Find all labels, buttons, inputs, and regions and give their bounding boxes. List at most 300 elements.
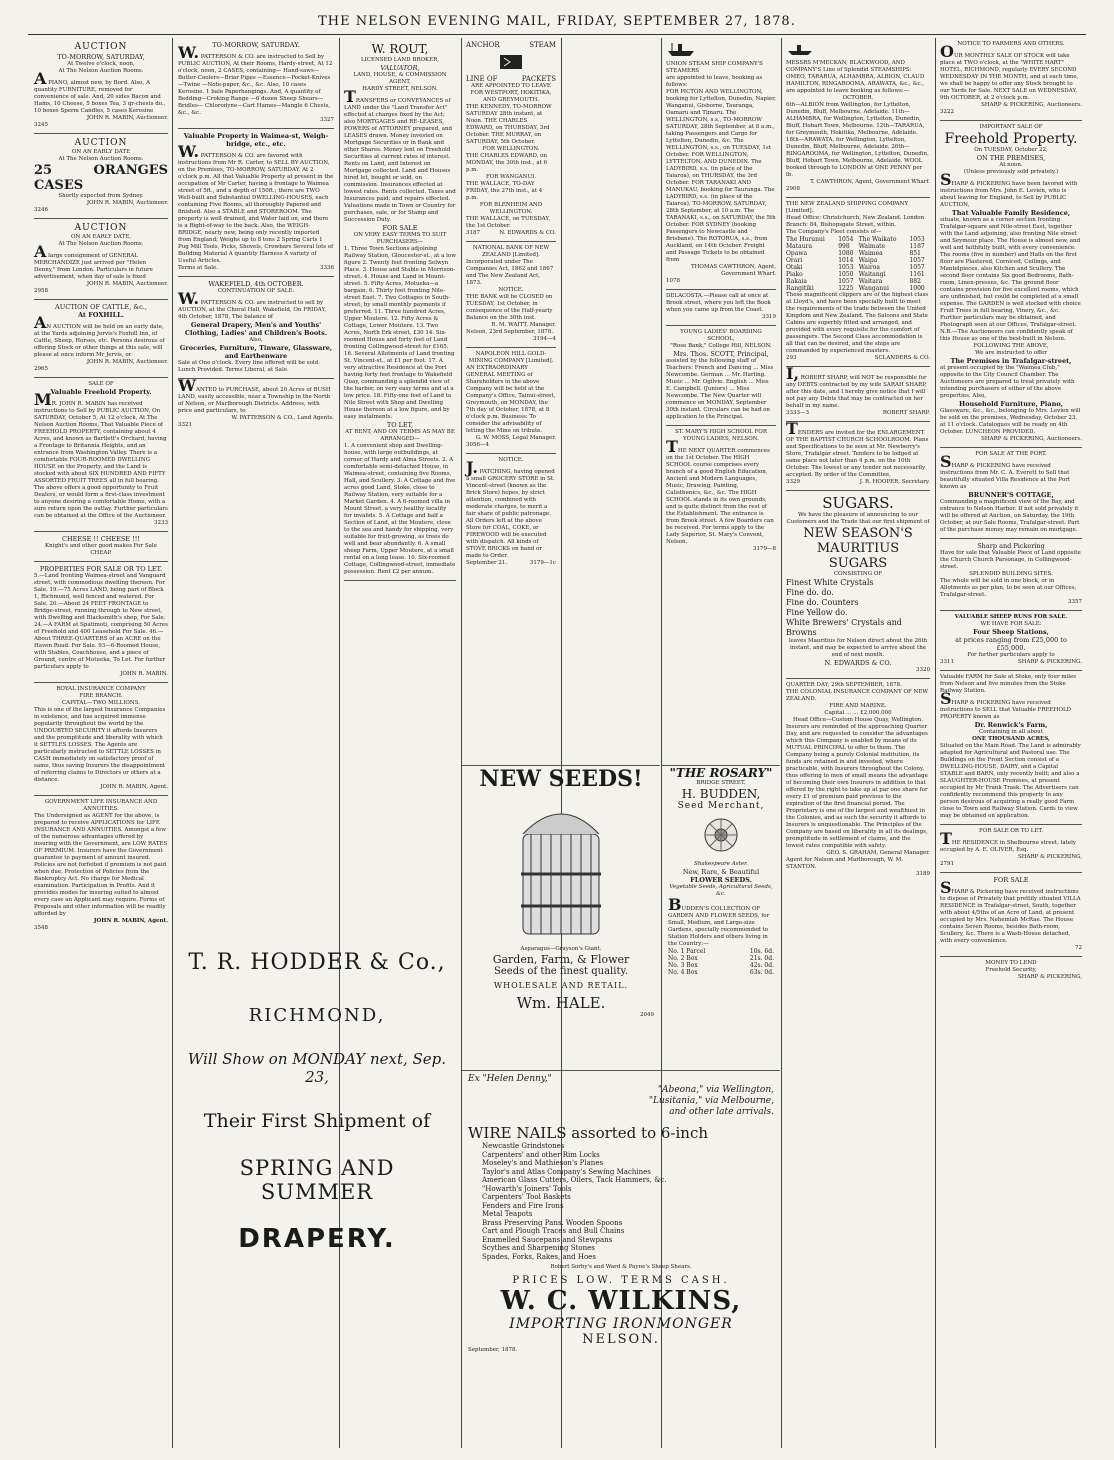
ad-date: September, 1878. <box>468 1347 518 1353</box>
ad-number: 3187 <box>466 230 480 236</box>
ad-number: 3336 <box>320 265 334 271</box>
waimea-property-ad <box>178 129 334 277</box>
ad-subheading: are appointed to leave, booking as follows: <box>666 75 763 88</box>
sugar-item: Finest White Crystals <box>786 578 874 587</box>
ad-heading: THE COLONIAL INSURANCE COMPANY OF NEW ZEALAND. <box>786 689 929 702</box>
ad-heading: NEW SEEDS! <box>479 766 643 792</box>
fleet-cell: 1054 <box>838 236 854 243</box>
ad-body: Incorporated under The Companies Act, 1862 and 1867 and The New Zealand Act, 1873. <box>466 259 554 286</box>
ad-number: 3320 <box>916 667 930 673</box>
ad-time: At Twelve o'clock, noon, <box>67 61 135 67</box>
ad-date: TO-MORROW, SATURDAY, <box>57 53 145 61</box>
ad-heading: Valuable Property in Waimea-st, Weigh-bridge, etc., etc. <box>183 132 329 148</box>
ad-body: W. PATTERSON & CO. are favored with instructions from Mr R. Carter, to SELL BY AUCTION, on the Premises, TO-MORROW, SATURDAY. At 2 o'clock p.m. All that Valuable Property at present in the occupation of Mr Carter, having a frontage to Waimea street of 5ft., and a depth of 150ft.; there are TWO Well-built and Substantial DWELLING-HOUSES, each containing Five Rooms, all thoroughly Papered and finished. Also a STABLE and STOREROOM. The property is well drained, and Water laid on, and there is a Right-of-way to the back. Also, the WEIGH-BRIDGE, nearly new, being only recently imported from England; Weighs up to 8 tons 2 Spring Carts 1 Pug Mill Tools, Picks, Shovels, Crowbars Several lots of Building Material A quantity Harness A variety of Useful Articles. <box>178 142 334 264</box>
ad-footer <box>178 265 334 272</box>
ad-number: 3189 <box>916 871 930 877</box>
ad-body: SHARP & PICKERING have received instructions to SELL that Valuable FREEHOLD PROPERTY known as <box>940 689 1072 720</box>
ad-subheading: FOLLOWING THE ABOVE, <box>973 343 1049 349</box>
ad-body: Robert Sorby's and Ward & Payne's Sheep Shears. <box>550 1264 692 1270</box>
ad-subheading: ON VERY EASY TERMS TO SUIT PURCHASERS— <box>353 232 447 245</box>
ad-heading: FOR SALE <box>382 224 418 232</box>
ad-signature: N. EDWARDS & CO. <box>499 230 556 236</box>
sugars-ad <box>786 491 930 679</box>
ad-heading: MONEY TO LEND <box>985 960 1037 966</box>
ad-signature: J. R. HOOPER, Secretary. <box>859 479 930 485</box>
ad-spacer <box>180 1132 454 1156</box>
ad-heading: FOR SALE AT THE PORT. <box>975 451 1047 457</box>
ad-footer: Sale at One o'clock. Every line offered will be sold. Lunch Provided. Terms Liberal, at Sale. <box>178 360 320 373</box>
hodder-drapery-ad <box>174 620 460 1448</box>
ad-spacer <box>180 1026 454 1050</box>
sugar-item: Fine Yellow do. <box>786 608 848 617</box>
ad-signature: SHARP & PICKERING, <box>1017 854 1082 860</box>
ad-body: W. PATTERSON & CO. are instructed to sell by AUCTION, at the Choral Hall, Wakefield, On FRIDAY, 4th October, 1878, The balance of <box>178 289 327 320</box>
ad-signature: JOHN R. MABIN, Auctioneer. <box>86 359 168 365</box>
parcel-row <box>668 962 774 969</box>
fleet-cell: Waipa <box>858 257 878 264</box>
ad-body: THE RESIDENCE in Shelbourne street, lately occupied by A. E. OLIVER, Esq. <box>940 829 1076 853</box>
fleet-row <box>786 285 930 292</box>
ad-body: assisted by the following staff of Teachers: French and Dancing ... Miss Newcombe. German ... Mr. Harling. Music ... Mr. Ogilvie. English ... Miss E. Campbell. (Juniors) ... Miss Newcombe. The New Quarter will commence on MONDAY, September 30th instant. Circulars can be had on application to the Principal. <box>666 358 774 420</box>
ad-title: H. BUDDEN, <box>681 787 761 801</box>
fleet-cell: 1053 <box>909 236 925 243</box>
sugar-item: Fine do. Counters <box>786 598 859 607</box>
ad-title: FLOWER SEEDS. <box>690 876 752 884</box>
ad-signature: W. PATTERSON & CO., Land Agents. <box>231 415 334 421</box>
ad-body: THE KENNEDY, TO-MORROW SATURDAY 28th instant, at Noon. THE CHARLES EDWARD, on THURSDAY, 3rd October. THE MURRAY, on SATURDAY, 5th October. <box>466 104 552 145</box>
ad-subtitle: Seeds of the finest quality. <box>494 966 628 977</box>
wire-list-item: Fenders and Fire Irons <box>482 1201 564 1210</box>
ad-signature: JOHN R. MABIN. <box>120 671 168 677</box>
parcel-price-table <box>668 948 774 976</box>
ad-address: Head Office: Christchurch, New Zealand. London Branch: 84, Bishopsgate Street, within. <box>786 215 925 228</box>
ad-body: We have the pleasure of announcing to our Customers and the Trade that our first shipment of <box>786 512 930 525</box>
rout-agent-ad <box>344 38 456 581</box>
wire-list-item: American Glass Cutters, Oilers, Tack Hammers, &c. <box>482 1176 667 1184</box>
ad-subheading: FIRE BRANCH. <box>79 693 123 699</box>
ad-body: 5.—Land fronting Waimea-street and Vanguard street, with commodious dwelling thereon. For Sale. 19.—75 Acres LAND, being part of Block 1, Richmond, well fenced and watered. For Sale. 20.—About 24 FEET FRONTAGE to Bridge-street, running through to New street, with Dwelling and Blacksmith's shop, For Sale. 24.—A FARM at Spatimoti, comprising 50 Acres of Freehold and 400 Leasehold For Sale. 46.—About THREE-QUARTERS of an ACRE on the Haven Road. For Sale. 93—6-Roomed House, with Stables, Coachhouse, and a piece of Ground, centre of Motueka, To Let. For further particulars apply to <box>34 573 168 670</box>
ad-title: Freehold Property. <box>944 131 1078 147</box>
ad-footer <box>466 230 556 237</box>
ad-number: 3327 <box>320 117 334 123</box>
ad-number: 3311 <box>940 659 954 665</box>
union-steam-ad <box>666 38 776 290</box>
ad-spacer <box>180 1086 454 1110</box>
ad-capital: CAPITAL—TWO MILLIONS. <box>61 700 141 706</box>
ad-body: 6th—ALBION from Wellington, for Lyttelton, Dunedin, Bluff, Melbourne, Adelaide. 11th—ALHAMBRA, for Wellington, Lyttelton, Dunedin, Bluff, Hobart Town, Melbourne. 12th—TARARUA, for Greymouth, Hokitika, Melbourne, Adelaide. 18th—ARAWATA, for Wellington, Lyttelton, Dunedin, Bluff, Melbourne, Adelaide. 26th—RINGAROOMA, for Wellington, Lyttelton, Dunedin, Bluff, Hobart Town, Melbourne, Adelaide. WOOL booked through to LONDON at ONE PENNY per lb. <box>786 102 929 178</box>
anchor-label: STEAM <box>529 41 556 49</box>
ad-number: 3179—1c <box>529 560 556 566</box>
ad-signature: JOHN R. MABIN, Agent. <box>93 918 168 924</box>
grocery-notice-ad <box>466 454 556 571</box>
fleet-cell: 1053 <box>838 264 854 271</box>
ad-subheading: FIRE AND MARINE. <box>829 703 887 709</box>
ad-heading: QUARTER DAY, 29th SEPTEMBER, 1878. <box>786 682 902 688</box>
ad-heading: AUCTION OF CATTLE, &c., <box>55 303 147 311</box>
ad-signature: JOHN R. MABIN, Agent. <box>100 784 168 790</box>
ad-heading: W. ROUT, <box>371 42 429 56</box>
ad-signature: SHARP & PICKERING, Auctioneers. <box>981 436 1082 442</box>
column-1 <box>30 38 172 1448</box>
ad-body: I, ROBERT SHARP, will NOT be responsible for any DEBTS contracted by my wife SARAH SHARP, after this date, and I hereby give notice that I will not pay any Debts that may be contracted on her behalf in my name. <box>786 364 927 409</box>
ad-number: 3056—4 <box>466 442 489 448</box>
ad-heading: THE NEW ZEALAND SHIPPING COMPANY [Limited]. <box>786 201 909 214</box>
wire-list-item: Moseley's and Mathieson's Planes <box>482 1159 604 1167</box>
ad-caption: Shakespeare Aster. <box>694 861 748 867</box>
mmeckan-steamships-ad <box>786 38 930 198</box>
shipment-line: Ex "Helen Denny," <box>468 1074 552 1084</box>
parcel-row <box>668 955 774 962</box>
ad-body: These magnificent clippers are of the highest class at Lloyd's, and have been specially built to meet the requirements of the trade between the United Kingdom and New Zealand. The Saloons and State Cabins are superbly fitted and arranged, and provided with every requisite for the comfort of passengers. The Second Class accommodation is all that can be desired, and the ships are commanded by experienced masters. <box>786 292 929 354</box>
auction-oranges-ad <box>34 134 168 219</box>
wire-list-item: Brass Preserving Pans. Wooden Spoons <box>482 1218 623 1227</box>
ad-body: SHARP & PICKERING have received instructions from Mr. C. A. Everett to Sell that beautifully situated Villa Residence at the Port known as <box>940 452 1071 490</box>
ad-number: 3245 <box>34 122 48 128</box>
ad-signature: JOHN R. MABIN, Auctioneer. <box>86 281 168 287</box>
fleet-cell: Waitara <box>858 278 883 285</box>
ad-subheading: OCTOBER. <box>842 95 874 101</box>
shipment-line: "Lusitania," via Melbourne, <box>648 1096 774 1106</box>
ad-heading: YOUNG LADIES' BOARDING SCHOOL, <box>680 329 762 342</box>
ad-title: Household Furniture, Piano, <box>959 400 1063 408</box>
fleet-cell: The Hurunui <box>786 236 825 243</box>
fleet-cell: 1057 <box>838 278 854 285</box>
anchor-label: ANCHOR <box>466 41 500 49</box>
ad-number: 293 <box>786 355 797 361</box>
ad-title: W. C. WILKINS, <box>500 1286 742 1316</box>
fleet-cell: 882 <box>909 278 921 285</box>
ad-body: THE CHARLES EDWARD, on MONDAY, the 30th inst., at 6 p.m. <box>466 153 548 173</box>
ad-date: On TUESDAY, October 22, <box>974 147 1048 153</box>
ad-title: That Valuable Family Residence, <box>951 209 1071 217</box>
sheep-runs-ad <box>940 611 1082 671</box>
flag-icon <box>498 53 524 71</box>
ad-items: Groceries, Furniture, Tinware, Glassware, and Earthenware <box>179 344 333 360</box>
st-marys-school-ad <box>666 426 776 557</box>
ad-body: TRANSFERS or CONVEYANCES of LAND under the "Land Transfer Act" effected at charges fixed by the Act; also MORTGAGES and RE-LEASES, POWERS of ATTORNEY prepared, and LEASES drawn. Money invested on Mortgage Securities or in Bank and other Shares. Money lent on Freehold Securities at current rates of interest. Rents on Land, and Interest on Mortgage collected. Land and Houses hired let, bought or sold, on commission. Insurances effected at lowest rates. Rents collected. Taxes and Insurances paid; and repairs effected. Valuations made in Town or Country for purchases, sale, or for Stamp and Succession Duty. <box>344 87 456 223</box>
fleet-cell: Waitangi <box>858 271 886 278</box>
cattle-auction-ad <box>34 300 168 378</box>
ad-title: VALUATOR, <box>380 64 420 72</box>
ad-subheading: Containing in all about <box>979 729 1043 735</box>
ad-date: ON AN EARLY DATE <box>71 149 131 155</box>
ad-signature: R. M. WAITT, Manager. <box>491 322 556 328</box>
ad-prices: PRICES LOW. TERMS CASH. <box>512 1275 730 1286</box>
oranges-label: ORANGES <box>93 163 168 178</box>
ad-caption: Asparagus—Grayson's Giant. <box>520 946 602 952</box>
ad-body: AN AUCTION will be held on an early date, at the Yards adjoining Jervis's Foxhill Inn, of Cattle, Sheep, Horses, etc. Persons desirous of offering Stock or other things at this sale, will please at once inform Mr Jervis, or <box>34 313 165 358</box>
ad-subheading: SPLENDID BUILDING SITES. <box>969 571 1053 577</box>
ad-date: Nelson, 23rd September, 1878. <box>466 329 554 335</box>
fleet-cell: 1050 <box>838 271 854 278</box>
ad-signature: ROBERT SHARP. <box>882 410 930 416</box>
ad-address: HARDY STREET, NELSON. <box>362 86 438 92</box>
ad-heading: FOR WELLINGTON. <box>482 146 540 152</box>
ad-title: Garden, Farm, & Flower <box>492 953 630 966</box>
ad-place: At The Nelson Auction Rooms. <box>58 241 144 247</box>
ad-body: WANTED to PURCHASE, about 20 Acres of BUSH LAND, easily accessible, near a Township in the North of Nelson, or Marlborough Districts. Address, with price and particulars, to <box>178 376 331 414</box>
ad-spacer <box>180 620 454 950</box>
ad-subtitle: Seed Merchant, <box>677 801 765 811</box>
ad-heading: FOR WESTPORT, HOKITIKA, AND GREYMOUTH. <box>470 90 552 103</box>
fleet-cell: Piako <box>786 271 803 278</box>
ad-heading: TO LET, <box>386 421 414 429</box>
ad-footer <box>786 355 930 362</box>
ad-heading: SALE OF <box>88 381 114 387</box>
fleet-cell: Wairoa <box>858 264 880 271</box>
ad-subheading: At FOXHILL. <box>78 311 124 319</box>
freehold-sale-ad <box>34 378 168 532</box>
ad-heading: NAPOLEON HILL GOLD-MINING COMPANY [Limited]. <box>468 351 554 364</box>
ad-body: TENDERS are invited for the ENLARGEMENT OF THE BAPTIST CHURCH SCHOOLROOM. Plans and Specifications to be seen at Mr. Newberry's Store, Trafalgar street. Tenders to be lodged at same place not later than 4 p.m. on the 10th October. The lowest or any tender not necessarily accepted. By order of the Committee, <box>786 419 929 478</box>
ad-heading: AUCTION <box>74 42 128 52</box>
ad-body: DELACOSTA.—Please call at once at Brook street, where you left the Book when you came up from the Coast. <box>666 293 771 313</box>
ad-subheading: CONTINUATION OF SALE. <box>217 288 295 294</box>
ad-date: September 21. <box>466 560 508 566</box>
anchor-label: PACKETS <box>521 75 556 83</box>
ad-signature: Wm. HALE. <box>516 994 606 1012</box>
ad-heading: PROPERTIES FOR SALE OR TO LET. <box>39 565 163 573</box>
oranges-line <box>34 163 168 193</box>
ad-body: THE BANK will be CLOSED on TUESDAY, 1st October, in consequence of the Half-yearly Balance on the 30th inst. <box>466 294 553 321</box>
ad-title: DRAPERY. <box>238 1224 396 1254</box>
ad-subheading: CONSISTING OF <box>833 571 883 577</box>
ad-body: Insurers are reminded of the approaching Quarter Day, and are requested to consider the advantages which this Company is enabled by means of its MUTUAL PRINCIPAL to offer to them. The Company being a purely Colonial institution, its funds are retained in and invested, where practicable, with Insurers throughout the Colony, thus offering to men of small means the advantage of becoming their own Insurers in addition to that offered by the right to take up at par one share for every £1 of premium paid previous to the expiration of the first financial period. The Proprietary is one of the largest and wealthiest in the Colonies, and as such the security it affords to Insurers is unquestionable. The Principles of the Company are based on liberality in all its dealings, promptitude in settlement of claims, and the lowest rates compatible with safety. <box>786 724 928 849</box>
ad-body: For further particulars apply to <box>967 652 1055 658</box>
important-freehold-ad <box>940 121 1082 448</box>
ad-signature: THOMAS CAWTHRON, Agent, Government Wharf. <box>690 264 776 277</box>
steamship-icon <box>666 41 696 57</box>
auction-merchandize-ad <box>34 219 168 300</box>
ad-heading: AUCTION <box>74 138 128 148</box>
ad-address: BRIDGE STREET. <box>696 780 746 786</box>
ad-place: RICHMOND, <box>248 1005 386 1026</box>
ad-title: New, Rare, & Beautiful <box>682 868 760 876</box>
column-6 <box>782 38 934 1448</box>
anchor-header <box>466 41 556 49</box>
wakefield-sale-ad <box>178 277 334 379</box>
ad-body: leaves Mauritius for Nelson direct about the 26th instant, and may be expected to arrive about the end of next month. <box>788 638 928 658</box>
fleet-cell: 1161 <box>909 271 925 278</box>
fleet-row <box>786 250 930 257</box>
column-3 <box>340 38 460 618</box>
ad-subtitle: WHOLESALE AND RETAIL. <box>493 981 629 990</box>
ad-footer <box>786 479 930 486</box>
column-5 <box>662 38 780 578</box>
fleet-cell: Waimea <box>858 250 883 257</box>
ad-place: At The Nelson Auction Rooms. <box>58 68 144 74</box>
fleet-row <box>786 243 930 250</box>
ad-title: LICENSED LAND BROKER, <box>360 57 440 63</box>
ad-signature: JOHN R. MABIN, Auctioneer. <box>86 115 168 121</box>
ad-heading: NOTICE. <box>498 457 524 463</box>
ad-body: Have for sale that Valuable Piece of Land opposite the Church Church Parsonage, in Collingwood-street. <box>940 550 1081 570</box>
shipments-line <box>468 1074 774 1118</box>
ad-heading: NATIONAL BANK OF NEW ZEALAND [Limited]. <box>472 245 550 258</box>
anchor-header <box>466 75 556 83</box>
column-divider <box>172 38 173 1448</box>
ad-title: Four Sheep Stations, <box>973 628 1049 636</box>
farmers-notice-ad <box>940 38 1082 121</box>
parcel-price: 63s. 0d. <box>749 969 774 976</box>
ad-signature: SHARP & PICKERING, Auctioneers. <box>981 102 1082 108</box>
ad-body: situate, known as a corner section fronting Trafalgar-square and Nile-street East, together with the Land adjoining, also fronting Nile street and Seymour place. The House is almost new, and well and faithfully built, with every convenience. The rooms (five in number) and Halls on the first floor are Plastered, Corniced, Ceilings, and Mantelpieces, also Kitchen and Scullery. The second floor contains Six good Bedrooms, Bath-room, Linen-presses, &c. The ground floor contains provision for five excellent rooms, which are unfinished, but could be completed at a small expense. The GARDEN is well stocked with choice Fruit Trees in full bearing, Vinery, &c., &c. Further particulars may be obtained, and Photograph seen at our Offices, Trafalgar-street. N.B.—The Auctioneers can confidently speak of this House as one of the best-built in Nelson. <box>940 217 1081 342</box>
ad-number: 3222 <box>940 109 954 115</box>
fleet-cell: Rakaia <box>786 278 807 285</box>
asparagus-illustration-icon <box>501 794 621 944</box>
port-sale-ad <box>940 448 1082 539</box>
fleet-cell: 1225 <box>838 285 854 292</box>
ad-number: 3194—4 <box>533 336 556 342</box>
ad-number: 3329 <box>786 479 800 485</box>
rosary-seeds-ad <box>662 765 780 1065</box>
ad-terms: Terms at Sale. <box>178 265 218 271</box>
shipment-line: "Abeona," via Wellington, <box>657 1085 774 1095</box>
ad-number: 3333—3 <box>786 410 809 416</box>
parcel-label: No. 2 Box <box>668 955 698 962</box>
ad-number: 2049 <box>640 1012 654 1018</box>
ad-footer <box>786 410 930 417</box>
parcel-price: 10s. 6d. <box>749 948 774 955</box>
fleet-cell: Waimate <box>858 243 886 250</box>
wire-list-item: Enamelled Saucepans and Stewpans <box>482 1235 613 1244</box>
ad-date: Will Show on MONDAY next, Sep. 23, <box>187 1050 447 1086</box>
ad-heading: MESSRS M'MECKAN, BLACKWOOD, AND COMPANY'S Line of Splendid STEAMSHIPS: <box>786 60 912 73</box>
ad-heading: FOR SALE OR TO LET. <box>979 828 1043 834</box>
ad-signature: G. W. MOSS, Legal Manager. <box>475 435 556 441</box>
fleet-cell: Otaki <box>786 264 803 271</box>
ad-signature: T. CAWTHRON, Agent, Government Wharf. <box>810 179 930 185</box>
ad-body: Commanding a magnificent view of the Bay, and entrance to Nelson Harbor. If not sold privately it will be offered at Auction, on Saturday, the 19th October, at our Sale Rooms, Trafalgar-street. Part of the purchase money may remain on mortgage. <box>940 499 1080 533</box>
anchor-line-ad <box>466 38 556 242</box>
anchor-label: LINE OF <box>466 75 498 83</box>
ad-body: The Undersigned as AGENT for the above, is prepared to receive APPLICATIONS for LIFE INSURANCE AND ANNUITIES. Amongst a few of the numerous advantages offered by insuring with the Government, are LOW RATES OF PREMIUM. Insurers have the Government guarantee to payment of amount insured. Policies are not forfeited if premium is not paid when due. Protection of Policies from the Bankruptcy Act. No charge for Medical examination. Participation in Profits. And it provides modes for insuring suited to almost every case an Applicant may require. Forms of Proposals and other information will be readily afforded by <box>34 813 168 917</box>
ad-signature: N. EDWARDS & CO. <box>824 659 892 667</box>
ad-body: J. PATCHING, having opened a small GROCERY STORE in St. Vincent-street (known as the Brick Store) hopes, by strict attention, combined with moderate charges, to merit a fair share of public patronage. All Orders left at the above Store for COAL, COKE, or FIREWOOD will be executed with dispatch. All kinds of STOVE BRICKS on hand or made to Order. <box>466 458 555 559</box>
delacosta-notice <box>666 290 776 326</box>
ad-heading: Sharp and Pickering <box>977 542 1045 550</box>
fleet-cell: 1014 <box>838 257 854 264</box>
fleet-row <box>786 264 930 271</box>
oranges-count: 25 CASES <box>34 163 84 193</box>
ad-title: Dr. Renwick's Farm, <box>974 721 1048 729</box>
wanted-ad <box>178 376 334 433</box>
fleet-cell: Mataura <box>786 243 813 250</box>
ad-signature: JOHN R. MABIN, Auctioneer. <box>86 200 168 206</box>
ad-body: The whole will be sold in one block, or in Allotments as per plan, to be seen at our Offices, Trafalgar-street. <box>940 578 1077 598</box>
ad-heading: "THE ROSARY" <box>669 766 773 780</box>
villa-sale-ad <box>940 873 1082 957</box>
fleet-row <box>786 271 930 278</box>
masthead: THE NELSON EVENING MAIL, FRIDAY, SEPTEMBER 27, 1878. <box>318 14 796 29</box>
ad-body: Situated on the Main Road. The Land is admirably adapted for Agricultural and Pastoral use. The Buildings on the Front Section consist of a DWELLING-HOUSE, DAIRY, and a Capital STABLE and BARN, only recently built; and also a SLAUGHTER-HOUSE Premises, at present occupied by Mr Frank Trask. The Advertisers can confidently recommend this property to any person desirous of acquiring a really good Farm close to Town and Railway Station. Cards to view may be obtained on application. <box>940 743 1081 819</box>
ad-body: OMEO, TARARUA, ALHAMBRA, ALBION, CLAUD HAMILTON, RINGAROOMA, ARAWATA, &c., &c., are appointed to leave booking as follows:— <box>786 74 925 94</box>
ad-subheading: The Company's Fleet consists of— <box>786 229 882 235</box>
ad-also: Also, <box>249 337 263 343</box>
ad-body: BUDDEN'S COLLECTION OF GARDEN AND FLOWER SEEDS, for Small, Medium, and Large-size Gardens, specially recommended to Station Holders and others living in the Country:— <box>668 895 770 947</box>
ad-place: "Rose Bank," College Hill, NELSON. <box>670 343 772 349</box>
ad-body: This is one of the largest Insurance Companies in existence, and has acquired immense popularity throughout the world by the UNDOUBTED SECURITY it affords Insurers and the promptitude and liberality with which it SETTLES LOSSES. The Agents are particularly instructed to SETTLE LOSSES in CASH immediately on satisfactory proof of same, thus saving Insurers the disappointment of referring claims to Directors or others at a distance. <box>34 707 166 783</box>
ad-heading: NOTICE TO FARMERS AND OTHERS. <box>957 41 1065 47</box>
masthead-rule <box>28 34 1086 35</box>
ad-number: 3357 <box>1068 599 1082 605</box>
ad-time: At noon. <box>999 162 1023 168</box>
ad-spacer <box>180 975 454 1005</box>
baptist-tenders-ad <box>786 419 930 491</box>
ad-body: AN EXTRAORDINARY GENERAL MEETING of Shareholders in the above Company will be held at the Company's Office, Tainui-street, Greymouth, on MONDAY, the 7th day of October, 1878, at 8 o'clock p.m. Business: To consider the advisability of letting the Mine on tribute. <box>466 365 556 434</box>
ad-body: at present occupied by the "Waimea Club," opposite to the City Council Chamber. The Auctioneers are prepared to treat privately with intending purchasers of either of the above properties. Also, <box>940 365 1075 399</box>
ad-heading: FOR SALE <box>993 876 1029 884</box>
ad-heading: WAKEFIELD, 4th OCTOBER. <box>208 280 304 288</box>
ad-heading: NOTICE. <box>498 287 524 293</box>
ad-signature: SHARP & PICKERING. <box>1017 659 1082 665</box>
wire-list-item: Carpenters' and other Rim Locks <box>482 1150 600 1159</box>
ad-number: 2908 <box>786 186 800 192</box>
ad-subtitle: IMPORTING IRONMONGER <box>509 1316 733 1332</box>
ad-heading: CHEESE !! CHEESE !!! <box>62 535 140 543</box>
ad-title: BRUNNER'S COTTAGE, <box>968 491 1054 499</box>
wire-list-item: Taylor's and Atlas Company's Sewing Machines <box>482 1167 651 1176</box>
boarding-school-ad <box>666 326 776 426</box>
fleet-cell: 1057 <box>909 257 925 264</box>
ad-number: 3246 <box>34 207 48 213</box>
ad-text: Their First Shipment of <box>203 1110 431 1132</box>
ad-number: 72 <box>1075 945 1082 951</box>
fleet-cell: 1000 <box>909 285 925 292</box>
parcel-label: No. 1 Parcel <box>668 948 706 955</box>
auction-piano-ad <box>34 38 168 134</box>
ad-signature: SCLANDERS & CO. <box>874 355 930 361</box>
ad-number: 1078 <box>666 278 680 284</box>
ad-subheading: AT RENT, AND ON TERMS AS MAY BE ARRANGED— <box>345 429 455 442</box>
column-4 <box>462 38 560 638</box>
properties-ad <box>34 562 168 683</box>
ad-body: MR. JOHN R. MABIN has received instructions to Sell by PUBLIC AUCTION, On SATURDAY, October 5, At 12 o'clock, At The Nelson Auction Rooms, That Valuable Piece of FREEHOLD PROPERTY, containing about 4 Acres, and known as Bartlett's Orchard, having a Frontage to Britannia Heights, and an entrance from Washington Valley. There is a comfortable FOUR-ROOMED DWELLING HOUSE on the Property, and the Land is stocked with about SIX HUNDRED AND FIFTY ASSORTED FRUIT TREES all in full bearing. The above offers a good opportunity to Fruit Dealers, or would form a first-class investment to anyone desiring a comfortable Home, with a sure return upon the outlay. Further particulars can be obtained at the Office of the Auctioneer. <box>34 390 168 519</box>
ad-agent: Agent for Nelson and Marlborough, W. M. STANTON. <box>786 857 904 870</box>
wire-list-item: "Howarth's Joiners' Tools <box>482 1184 572 1193</box>
ad-subtitle: Vegetable Seeds, Agricultural Seeds, &c. <box>669 884 773 897</box>
column-2 <box>174 38 338 658</box>
ad-footer <box>940 659 1082 666</box>
ad-body: FOR PICTON AND WELLINGTON, booking for Lyttelton, Dunedin, Napier, Wanganui, Gisborne, Tauranga, Oamaru and Timaru. The WELLINGTON, s.s., TO-MORROW SATURDAY, 28th September, at 8 a.m., taking Passengers and Cargo for Lyttelton, Dunedin, &c. The WELLINGTON, s.s., on TUESDAY, 1st October. FOR WELLINGTON, LYTTELTON, AND DUNEDIN. The LADYBIRD, s.s. (in place of the Taiaroa), on THURSDAY, the 3rd October. FOR TARANAKI AND MANUKAU, booking for Tauranga. The LADYBIRD, s.s. (in place of the Taiaroa), TO-MORROW, SATURDAY, 28th September, at 10 a.m. The TARANAKI, s.s., on SATURDAY, the 5th October. FOR SYDNEY (booking Passengers to Newcastle and Brisbane). The ROTORUA, s.s., from Auckland, on 14th October. Freight and Passage Tickets to be obtained from <box>666 89 776 263</box>
ad-title: Valuable Freehold Property. <box>50 388 152 396</box>
ad-body: 1. A convenient shop and Dwelling-house, with large outbuildings, at corner of Hardy and Alma Streets. 2. A comfortable semi-detached House, in Waimea-street, containing five Rooms, Hall, and Scullery. 3. A Cottage and five acres good Land, Stoke, close to Railway Station, very suitable for a Market Garden. 4. A 6-roomed villa in Mount Street, a very healthy locality for invalids. 5. A Cottage and half a Section of Land, at the Moutere, close to the sea and handy for shipping, very suitable for fruit-growing, as trees do well and bear abundantly. 6. A small sheep Farm, Upper Moutere, at a small rental on a long lease. 10. Six-roomed Cottage, Collingwood-street, immediate possession. Rent £2 per annum. <box>344 443 456 575</box>
ad-body: A PIANO, almost new, by Bord. Also, A quantity FURNITURE, removed for convenience of sale. And, 20 sides Bacon and Hams, 10 Cheese, 5 boxes Tea, 3 qr-chests do., 10 boxes Sperm Candles, 5 cases Kerosine <box>34 69 166 114</box>
ad-title: SPRING AND SUMMER <box>239 1156 395 1204</box>
column-7 <box>936 38 1086 1448</box>
fleet-cell: Opawa <box>786 250 808 257</box>
ad-number: 2958 <box>34 288 48 294</box>
new-seeds-ad <box>462 765 660 1065</box>
ad-spacer <box>180 1204 454 1224</box>
wire-list <box>468 1142 774 1261</box>
ad-place: At The Nelson Auction Rooms. <box>58 156 144 162</box>
ad-title: LAND, HOUSE, & COMMISSION AGENT, <box>353 72 447 85</box>
fleet-cell: Rangitiki <box>786 285 814 292</box>
wire-list-item: Carpenters' Tool Baskets <box>482 1193 571 1201</box>
ad-body: 1. Three Town Sections adjoining Railway Station, Gloucester-st., at a low figure 2. Twenty feet fronting Selwyn Place. 3. House and Stable in Morrison-street. 4. House and Land in Mount-street. 5. Fifty Acres, Motueka—a bargain. 6. Thirty feet fronting Nile-street East. 7. Two Cottages in South-street, by small monthly payments if preferred. 11. Three hundred Acres, Upper Moutere. 12. Fifty Acres & Cottage, Lower Moutere. 13. Two Acres, North Erk street, £30 14. Six-roomed House and forty feet of Land fronting Collingwood-street for £165. 16. Several Allotments of Land fronting St. Vincent-st., at £1 per foot. 17. A very attractive Residence at the Port having forty feet frontage to Wakefield Quay, commanding a splendid view of the harbor, on very easy terms and at a low price. 18. Fifty-one feet of Land to Nile Street with Shop and Dwelling House thereon at a low figure, and by easy instalments. <box>344 246 456 420</box>
wire-list-item: Cart and Plough Traces and Bull Chains <box>482 1227 625 1235</box>
ad-title: NEW SEASON'S MAURITIUS SUGARS <box>803 526 913 571</box>
national-bank-ad <box>466 242 556 348</box>
ad-subheading: Freehold Security, <box>985 967 1037 973</box>
ad-number: 2791 <box>940 861 954 867</box>
fleet-table <box>786 236 930 292</box>
ad-price: at prices ranging from £25,000 to £55,000. <box>955 636 1067 652</box>
ad-body: THE WALLACE, on TUESDAY, the 1st October. <box>466 216 551 229</box>
sharp-debts-notice <box>786 364 930 422</box>
fleet-cell: 1187 <box>909 243 925 250</box>
